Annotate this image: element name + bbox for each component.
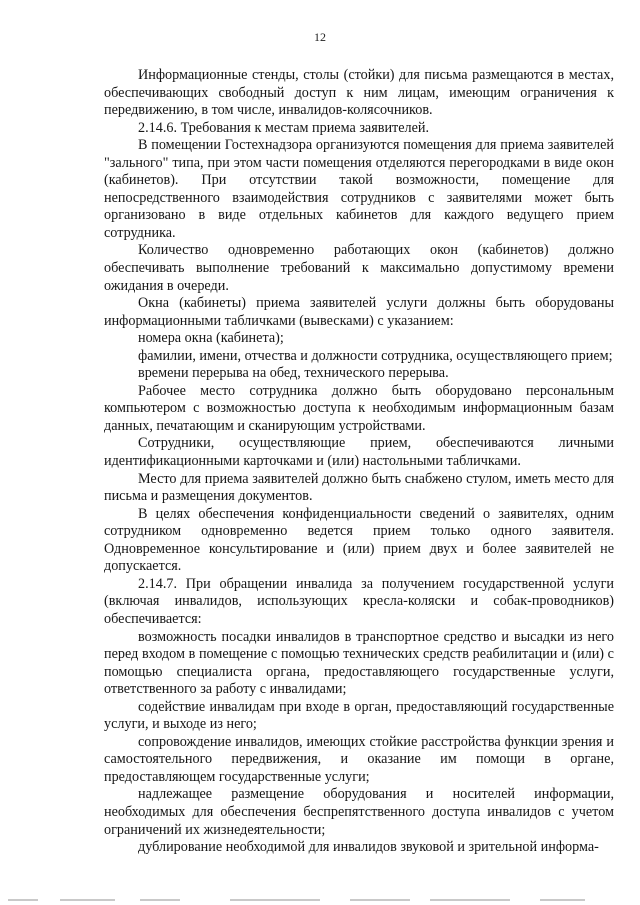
paragraph: номера окна (кабинета);: [138, 330, 284, 347]
paragraph: В помещении Гостехнадзора организуются помещения для приема заявителей "зального" типа, при этом части помещения отделяются перегородками в виде окон (кабинетов). При отсутствии такой возможности, помещение для непосредственного взаимодействия сотрудников с заявителями может быть организовано в виде отдельных кабинетов для каждого ведущего прием сотрудника.: [104, 137, 614, 241]
paragraph: времени перерыва на обед, технического перерыва.: [138, 365, 449, 382]
document-body: [104, 67, 614, 857]
paragraph: Рабочее место сотрудника должно быть оборудовано персональным компьютером с возможностью доступа к необходимым информационным базам данных, печатающим и сканирующим устройствами.: [104, 382, 614, 434]
paragraph: возможность посадки инвалидов в транспортное средство и высадки из него перед входом в помещение с помощью технических средств реабилитации и (или) с помощью специалиста органа, предоставляющего государственные услуги, ответственного за работу с инвалидами;: [104, 628, 614, 698]
paragraph: Сотрудники, осуществляющие прием, обеспечиваются личными идентификационными карточками и (или) настольными табличками.: [104, 435, 614, 470]
paragraph: Информационные стенды, столы (стойки) для письма размещаются в местах, обеспечивающих свободный доступ к ним лицам, имеющим ограничения к передвижению, в том числе, инвалидов-колясочников.: [104, 67, 614, 119]
paragraph: фамилии, имени, отчества и должности сотрудника, осуществляющего прием;: [138, 347, 613, 364]
paragraph: В целях обеспечения конфиденциальности сведений о заявителях, одним сотрудником одновременно ведется прием только одного заявителя. Одновременное консультирование и (или) прием двух и более заявителей не допускается.: [104, 505, 614, 575]
paragraph: 2.14.7. При обращении инвалида за получением государственной услуги (включая инвалидов, использующих кресла-коляски и собак-проводников) обеспечивается:: [104, 575, 614, 627]
paragraph: Количество одновременно работающих окон (кабинетов) должно обеспечивать выполнение требований к максимально допустимому времени ожидания в очереди.: [104, 242, 614, 294]
paragraph: Окна (кабинеты) приема заявителей услуги должны быть оборудованы информационными табличками (вывесками) с указанием:: [104, 295, 614, 329]
paragraph: содействие инвалидам при входе в орган, предоставляющий государственные услуги, и выходе из него;: [104, 698, 614, 733]
paragraph: Место для приема заявителей должно быть снабжено стулом, иметь место для письма и размещения документов.: [104, 470, 614, 505]
paragraph: 2.14.6. Требования к местам приема заявителей.: [138, 119, 430, 136]
paragraph: дублирование необходимой для инвалидов звуковой и зрительной информа-: [138, 839, 599, 856]
paragraph: надлежащее размещение оборудования и носителей информации, необходимых для обеспечения беспрепятственного доступа инвалидов с учетом ограничений их жизнедеятельности;: [104, 786, 614, 838]
scan-edge-marks: [0, 896, 640, 905]
page-number: 12: [314, 30, 326, 44]
paragraph: сопровождение инвалидов, имеющих стойкие расстройства функции зрения и самостоятельного передвижения, и оказание им помощи в органе, предоставляющем государственные услуги;: [104, 733, 614, 785]
